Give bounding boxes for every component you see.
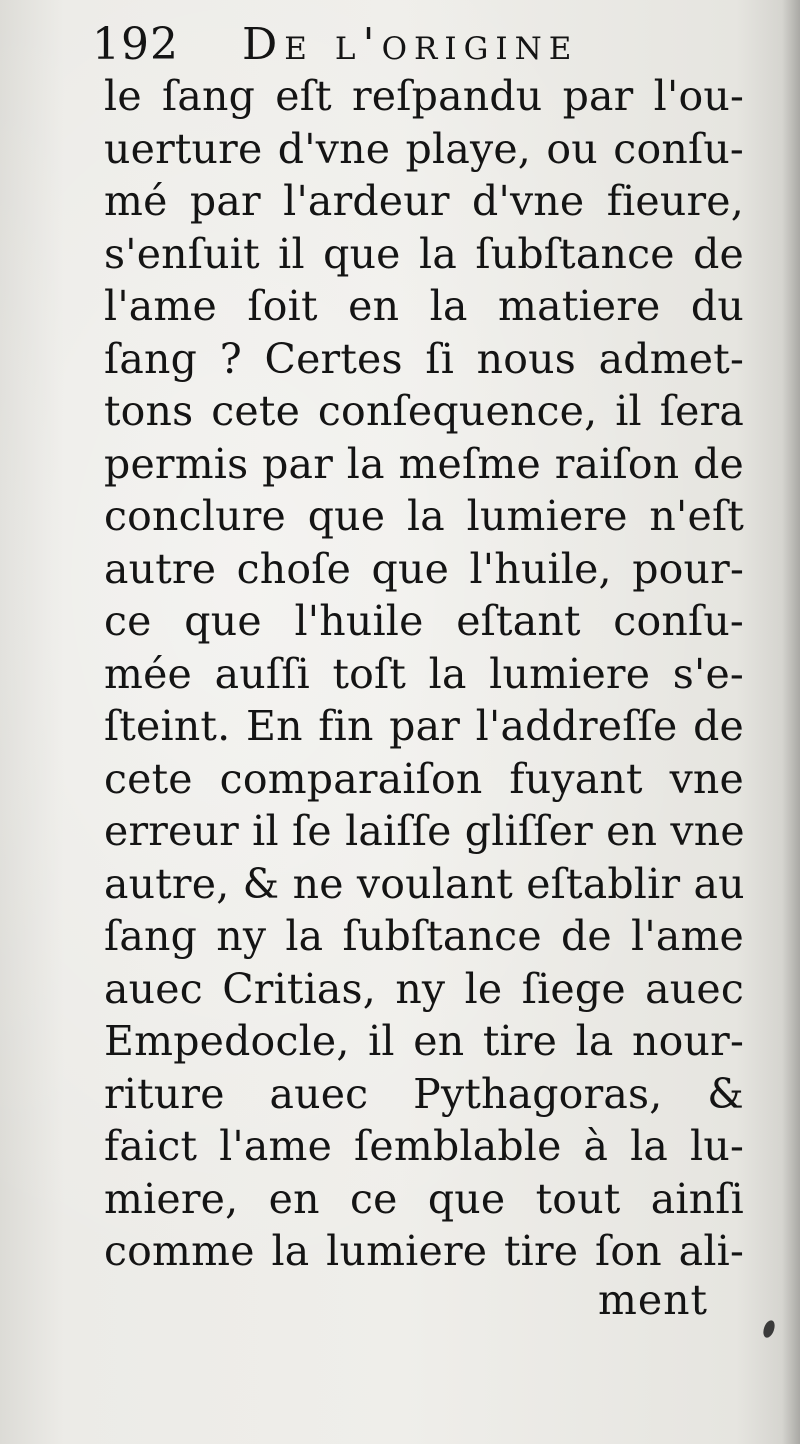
- text-line: ſteint. En fin par l'addreſſe de: [104, 702, 744, 750]
- body-text: [104, 70, 744, 1278]
- text-line: s'enſuit il que la ſubſtance de: [104, 229, 744, 278]
- running-head: De l'origine: [242, 19, 579, 70]
- text-line: uerture d'vne playe, ou conſu-: [104, 124, 744, 173]
- text-line: ſang ny la ſubſtance de l'ame: [104, 912, 744, 960]
- text-line: ce que l'huile eſtant conſu-: [104, 597, 744, 645]
- text-line: auec Critias, ny le ſiege auec: [104, 964, 744, 1013]
- text-line: ſang ? Certes ſi nous admet-: [104, 334, 744, 383]
- ink-speck: [761, 1319, 777, 1339]
- text-line: permis par la meſme raiſon de: [104, 439, 744, 488]
- text-line: l'ame ſoit en la matiere du: [104, 282, 744, 330]
- text-line: faict l'ame ſemblable à la lu-: [104, 1122, 744, 1170]
- page-header: [92, 14, 732, 76]
- catchword: ment: [598, 1276, 709, 1324]
- text-line: Empedocle, il en tire la nour-: [104, 1017, 744, 1065]
- text-line: miere, en ce que tout ainſi: [104, 1174, 744, 1223]
- text-line: autre, & ne voulant eſtablir au: [104, 859, 745, 908]
- text-line: le ſang eſt reſpandu par l'ou-: [104, 72, 744, 120]
- text-line: erreur il ſe laiſſe gliſſer en vne: [104, 807, 745, 855]
- text-line: conclure que la lumiere n'eſt: [104, 492, 744, 540]
- text-line: autre choſe que l'huile, pour-: [104, 544, 744, 593]
- text-line: tons cete conſequence, il ſera: [104, 387, 744, 435]
- page-edge-shadow: [782, 0, 800, 1444]
- text-line: mée auſſi toſt la lumiere s'e-: [104, 649, 744, 698]
- page-number: 192: [92, 19, 179, 70]
- text-line: cete comparaiſon fuyant vne: [104, 754, 744, 803]
- text-line: mé par l'ardeur d'vne fieure,: [104, 177, 744, 225]
- text-line: comme la lumiere tire ſon ali-: [104, 1227, 744, 1275]
- text-line: riture auec Pythagoras, &: [104, 1069, 744, 1118]
